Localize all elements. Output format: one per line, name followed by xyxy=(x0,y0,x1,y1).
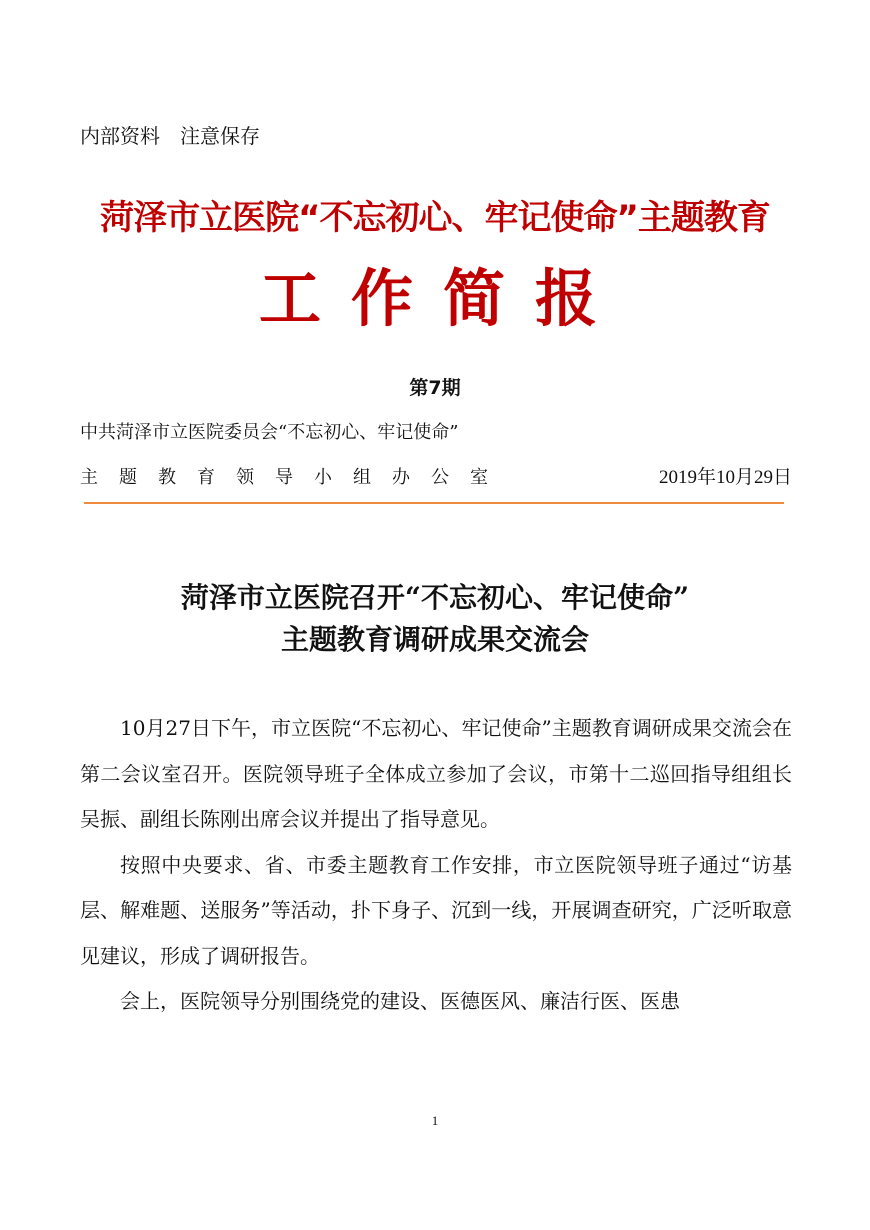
issuer-line-1: 中共菏泽市立医院委员会“不忘初心、牢记使命” xyxy=(80,422,459,443)
classification-label: 内部资料 注意保存 xyxy=(80,124,260,148)
article-paragraph: 10月27日下午，市立医院“不忘初心、牢记使命”主题教育调研成果交流会在第二会议室召开。医院领导班子全体成立参加了会议，市第十二巡回指导组组长吴振、副组长陈刚出席会议并提出了指导意见。 xyxy=(80,716,792,831)
issue-date: 2019年10月29日 xyxy=(658,467,792,488)
issue-number: 第7期 xyxy=(409,377,461,399)
article-headline-line-2: 主题教育调研成果交流会 xyxy=(280,623,589,656)
masthead-title: 菏泽市立医院“不忘初心、牢记使命”主题教育 xyxy=(100,198,770,238)
page-number: 1 xyxy=(431,1113,439,1128)
article-headline-line-1: 菏泽市立医院召开“不忘初心、牢记使命” xyxy=(180,581,690,614)
header-divider xyxy=(84,502,784,504)
issuer-line-2: 主题教育领导小组办公室 xyxy=(80,467,509,488)
article-paragraph: 按照中央要求、省、市委主题教育工作安排，市立医院领导班子通过“访基层、解难题、送服务”等活动，扑下身子、沉到一线，开展调查研究，广泛听取意见建议，形成了调研报告。 xyxy=(80,852,792,968)
article-body xyxy=(80,706,792,1025)
article-paragraph: 会上，医院领导分别围绕党的建设、医德医风、廉洁行医、医患 xyxy=(120,989,680,1013)
masthead-subtitle: 工作简报 xyxy=(258,262,627,335)
